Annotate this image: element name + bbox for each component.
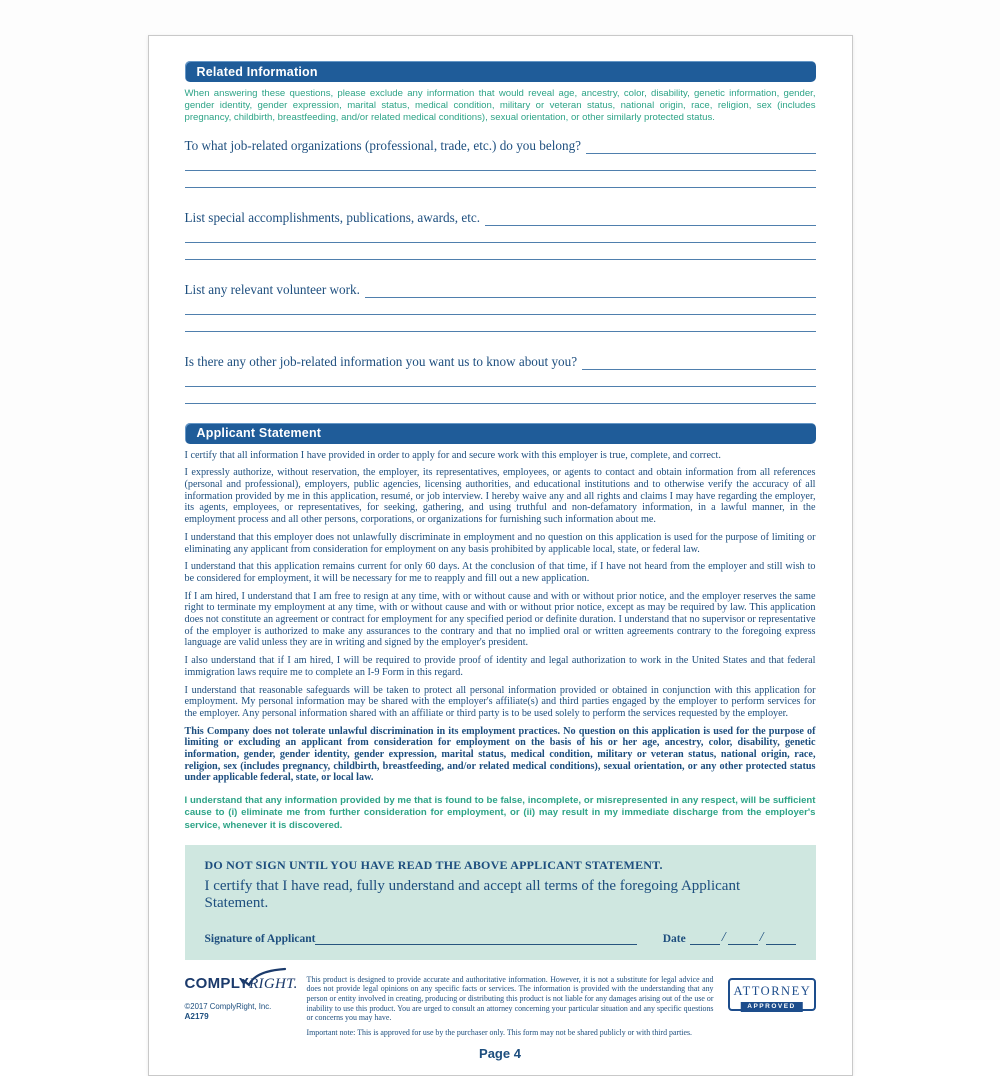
legal-disclaimer-text: This product is designed to provide accurate and authoritative information. However, it is not a substitute for legal advice and does not provide legal opinions on any specific facts or services. The information is provided with the understanding that any person or entity involved in creating, producing or distributing this product is not liable for any damages arising out of the use or inability to use this product. You are urged to consult an attorney concerning your particular situation and any specific questions or concerns you may have.	[306, 974, 714, 1023]
false-statement-paragraph: I understand that any information provided by me that is found to be false, incomplete, or misrepresented in any respect, will be sufficient cause to (i) eliminate me from further consideration for employment, or (ii) may result in my immediate discharge from the employer's service, whenever it is discovered.	[184, 795, 816, 831]
question-accomplishments-label: List special accomplishments, publications, awards, etc.	[184, 209, 481, 225]
date-year-line[interactable]	[766, 929, 796, 945]
signature-line[interactable]	[315, 929, 636, 945]
accomplishments-answer-line[interactable]	[185, 243, 816, 260]
nondiscrimination-paragraph: This Company does not tolerate unlawful discrimination in its employment practices. No question on this application is used for the purpose of limiting or excluding an applicant from consideration for employment on the basis of his or her age, ancestry, color, disability, genetic information, gender, gender identity, gender expression, marital status, medical condition, military or veteran status, national origin, race, religion, sex (includes pregnancy, childbirth, breastfeeding, and/or related medical conditions), sexual orientation, or any other protected status under applicable federal, state, or local law.	[184, 725, 816, 784]
organizations-answer-line[interactable]	[185, 171, 816, 188]
attorney-approved-badge	[728, 975, 816, 1038]
date-separator: /	[721, 929, 726, 945]
volunteer-work-answer-line[interactable]	[185, 315, 816, 332]
copyright-text: ©2017 ComplyRight, Inc.	[184, 1001, 272, 1011]
volunteer-work-answer-line[interactable]	[185, 298, 816, 315]
signature-box	[185, 845, 816, 960]
date-label: Date	[662, 932, 686, 945]
attorney-approved-seal	[728, 978, 816, 1011]
signature-row	[205, 929, 796, 945]
statement-paragraph: I understand that this employer does not unlawfully discriminate in employment and no question on this application is used for the purpose of limiting or eliminating any applicant from consideration for employment on any basis prohibited by applicable local, state, or federal law.	[184, 531, 816, 555]
question-volunteer-work-label: List any relevant volunteer work.	[184, 281, 360, 297]
footer-legal-column	[307, 975, 728, 1038]
statement-paragraph: I understand that reasonable safeguards will be taken to protect all personal information provided or obtained in conjunction with this application for employment. My personal information may be shared with the employer's affiliate(s) and third parties engaged by the employer to perform services for the employer. Any personal information shared with an affiliate or third party is to be used solely to perform the services requested by the employer.	[184, 684, 816, 719]
related-information-header	[185, 61, 816, 82]
logo-right-text: RIGHT.	[249, 975, 298, 992]
question-volunteer-work	[185, 279, 816, 332]
logo-checkmark-icon	[241, 967, 287, 987]
do-not-sign-warning: DO NOT SIGN UNTIL YOU HAVE READ THE ABOVE APPLICANT STATEMENT.	[204, 857, 663, 872]
related-information-questions	[185, 135, 816, 404]
important-note-text: Important note: This is approved for use by the purchaser only. This form may not be shared publicly or with third parties.	[306, 1027, 693, 1037]
eeo-disclaimer-text: When answering these questions, please exclude any information that would reveal age, ancestry, color, disability, genetic information, gender, gender identity, gender expression, marital status, medical condition, military or veteran status, national origin, race, religion, sex (includes pregnancy, childbirth, breastfeeding, and/or related medical conditions), sexual orientation, or other similarly protected status.	[184, 88, 816, 124]
related-information-title: Related Information	[196, 64, 318, 79]
statement-paragraph: If I am hired, I understand that I am free to resign at any time, with or without cause and with or without prior notice, and the employer reserves the same right to terminate my employment at any time, with or without cause and with or without prior notice, except as may be required by law. This application does not constitute an agreement or contract for employment for any specified period or definite duration. I understand that no supervisor or representative of the employer is authorized to make any assurances to the contrary and that no implied oral or written agreements contrary to the foregoing express language are valid unless they are in writing and signed by the employer's president.	[184, 590, 816, 649]
question-other-information	[185, 351, 816, 404]
statement-paragraph: I certify that all information I have provided in order to apply for and secure work with this employer is true, complete, and correct.	[184, 449, 721, 461]
footer-brand-column	[185, 975, 307, 1038]
badge-attorney-text: ATTORNEY	[733, 983, 812, 998]
badge-approved-ribbon: APPROVED	[740, 1002, 802, 1012]
organizations-answer-line[interactable]	[586, 135, 815, 154]
date-month-line[interactable]	[690, 929, 720, 945]
date-separator: /	[759, 929, 764, 945]
question-other-information-label: Is there any other job-related information you want us to know about you?	[184, 353, 578, 369]
organizations-answer-line[interactable]	[185, 154, 816, 171]
question-organizations-label: To what job-related organizations (professional, trade, etc.) do you belong?	[184, 137, 582, 153]
other-information-answer-line[interactable]	[185, 387, 816, 404]
certify-statement: I certify that I have read, fully understand and accept all terms of the foregoing Applicant Statement.	[204, 877, 741, 911]
statement-paragraph: I understand that this application remains current for only 60 days. At the conclusion of that time, if I have not heard from the employer and still wish to be considered for employment, it will be necessary for me to reapply and fill out a new application.	[184, 561, 816, 584]
question-accomplishments	[185, 207, 816, 260]
other-information-answer-line[interactable]	[185, 370, 816, 387]
statement-paragraph: I expressly authorize, without reservation, the employer, its representatives, employees, or agents to contact and obtain information from all references (personal and professional), employers, public agencies, licensing authorities, and educational institutions and to otherwise verify the accuracy of all information provided by me in this application, resumé, or job interview. I hereby waive any and all rights and claims I may have regarding the employer, its agents, employees, or representatives, for seeking, gathering, and using truthful and non-defamatory information, in a lawful manner, in the employment process and all other persons, corporations, or organizations for furnishing such information about me.	[184, 467, 816, 526]
signature-of-applicant-label: Signature of Applicant	[204, 932, 316, 945]
page-number: Page 4	[479, 1046, 521, 1062]
logo-comply-text: COMPLY	[184, 974, 250, 992]
accomplishments-answer-line[interactable]	[185, 226, 816, 243]
question-organizations	[185, 135, 816, 188]
date-day-line[interactable]	[728, 929, 758, 945]
applicant-statement-header	[185, 423, 816, 444]
application-form-page	[148, 35, 853, 1076]
volunteer-work-answer-line[interactable]	[365, 279, 816, 298]
applicant-statement-title: Applicant Statement	[196, 426, 322, 441]
form-number: A2179	[184, 1011, 209, 1021]
accomplishments-answer-line[interactable]	[485, 207, 815, 226]
other-information-answer-line[interactable]	[582, 351, 815, 370]
complyright-logo	[185, 975, 307, 993]
form-footer	[185, 975, 816, 1038]
statement-paragraph: I also understand that if I am hired, I will be required to provide proof of identity and legal authorization to work in the United States and that federal immigration laws require me to complete an I-9 Form in this regard.	[184, 655, 816, 678]
